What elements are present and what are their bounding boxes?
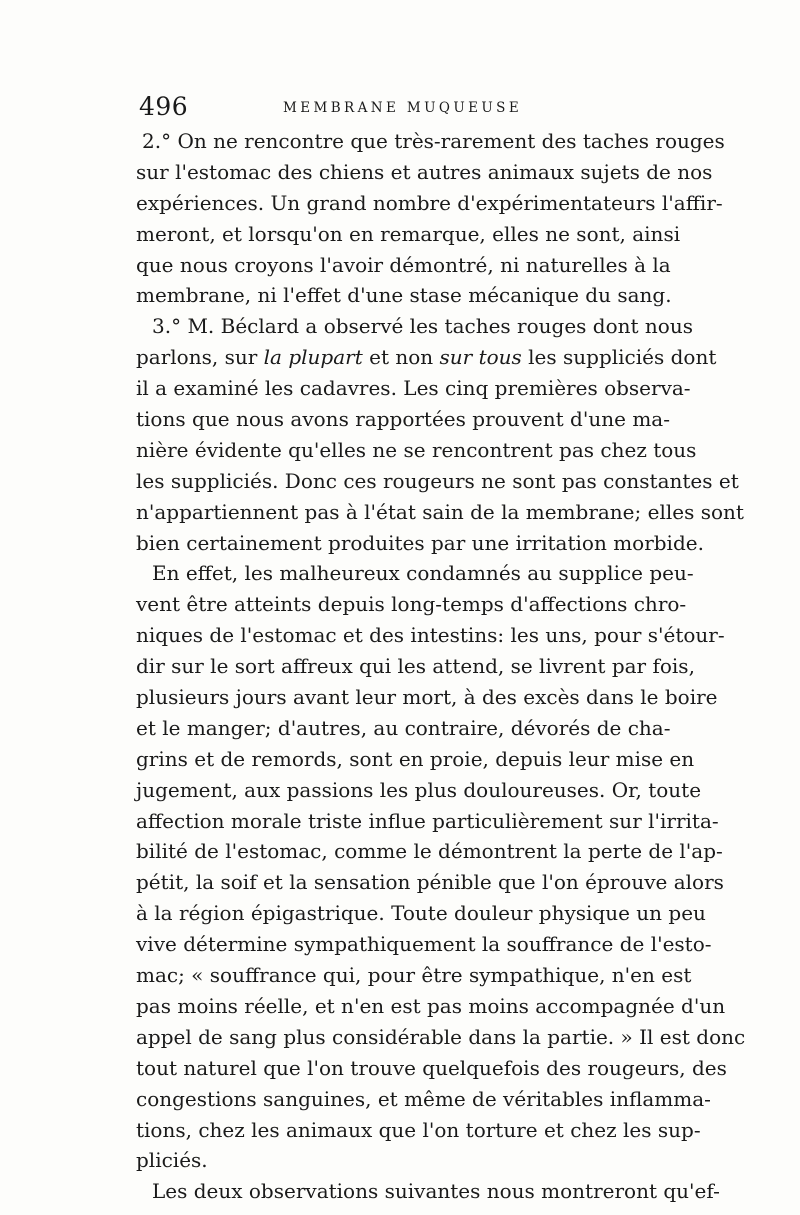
italic-fragment: sur tous [439, 345, 522, 370]
text-line: bien certainement produites par une irritation morbide. [136, 530, 704, 555]
text-line: jugement, aux passions les plus douloureuses. Or, toute [136, 777, 702, 802]
text-line: pliciés. [136, 1148, 208, 1173]
text-line: tions, chez les animaux que l'on torture et chez les sup- [136, 1117, 701, 1142]
page-number: 496 [139, 92, 189, 121]
text-line: n'appartiennent pas à l'état sain de la membrane; elles sont [136, 499, 744, 524]
text-line-with-italics [136, 342, 717, 373]
text-line: En effet, les malheureux condamnés au supplice peu- [152, 561, 694, 586]
text-line: tout naturel que l'on trouve quelquefois des rougeurs, des [136, 1055, 727, 1080]
text-line: Les deux observations suivantes nous montreront qu'ef- [152, 1179, 720, 1204]
text-line: meront, et lorsqu'on en remarque, elles ne sont, ainsi [136, 221, 681, 246]
text-line: sur l'estomac des chiens et autres animaux sujets de nos [136, 159, 713, 184]
text-line: vive détermine sympathiquement la souffrance de l'esto- [136, 932, 712, 957]
text-line: membrane, ni l'effet d'une stase mécanique du sang. [136, 283, 672, 308]
text-line: tions que nous avons rapportées prouvent d'une ma- [136, 407, 670, 432]
text-fragment: et non [362, 345, 440, 370]
text-line: que nous croyons l'avoir démontré, ni naturelles à la [136, 252, 671, 277]
running-title: MEMBRANE MUQUEUSE [283, 100, 523, 116]
running-head [135, 92, 671, 122]
text-line: les suppliciés. Donc ces rougeurs ne sont pas constantes et [136, 468, 739, 493]
text-line: 3.° M. Béclard a observé les taches rouges dont nous [152, 314, 693, 339]
text-line: pas moins réelle, et n'en est pas moins accompagnée d'un [136, 993, 726, 1018]
text-line: plusieurs jours avant leur mort, à des excès dans le boire [136, 685, 718, 710]
text-line: bilité de l'estomac, comme le démontrent la perte de l'ap- [136, 839, 723, 864]
text-fragment: les suppliciés dont [521, 345, 717, 370]
text-line: nière évidente qu'elles ne se rencontrent pas chez tous [136, 437, 697, 462]
text-line: 2.° On ne rencontre que très-rarement des taches rouges [142, 129, 725, 153]
text-line: à la région épigastrique. Toute douleur physique un peu [136, 901, 706, 926]
text-line: dir sur le sort affreux qui les attend, se livrent par fois, [136, 654, 695, 679]
body-text [136, 126, 746, 1207]
text-line: expériences. Un grand nombre d'expérimentateurs l'affir- [136, 190, 723, 215]
text-line: congestions sanguines, et même de véritables inflamma- [136, 1086, 711, 1111]
text-line: grins et de remords, sont en proie, depuis leur mise en [136, 746, 695, 771]
text-fragment: parlons, sur [136, 345, 264, 370]
italic-fragment: la plupart [263, 345, 363, 370]
text-line: et le manger; d'autres, au contraire, dévorés de cha- [136, 715, 671, 740]
text-line: affection morale triste influe particulièrement sur l'irrita- [136, 808, 719, 833]
text-line: appel de sang plus considérable dans la partie. » Il est donc [136, 1024, 746, 1049]
text-line: mac; « souffrance qui, pour être sympathique, n'en est [136, 963, 692, 988]
text-line: vent être atteints depuis long-temps d'affections chro- [136, 592, 687, 617]
text-line: pétit, la soif et la sensation pénible que l'on éprouve alors [136, 870, 724, 895]
text-line: il a examiné les cadavres. Les cinq premières observa- [136, 376, 691, 401]
text-line: niques de l'estomac et des intestins: les uns, pour s'étour- [136, 623, 725, 648]
